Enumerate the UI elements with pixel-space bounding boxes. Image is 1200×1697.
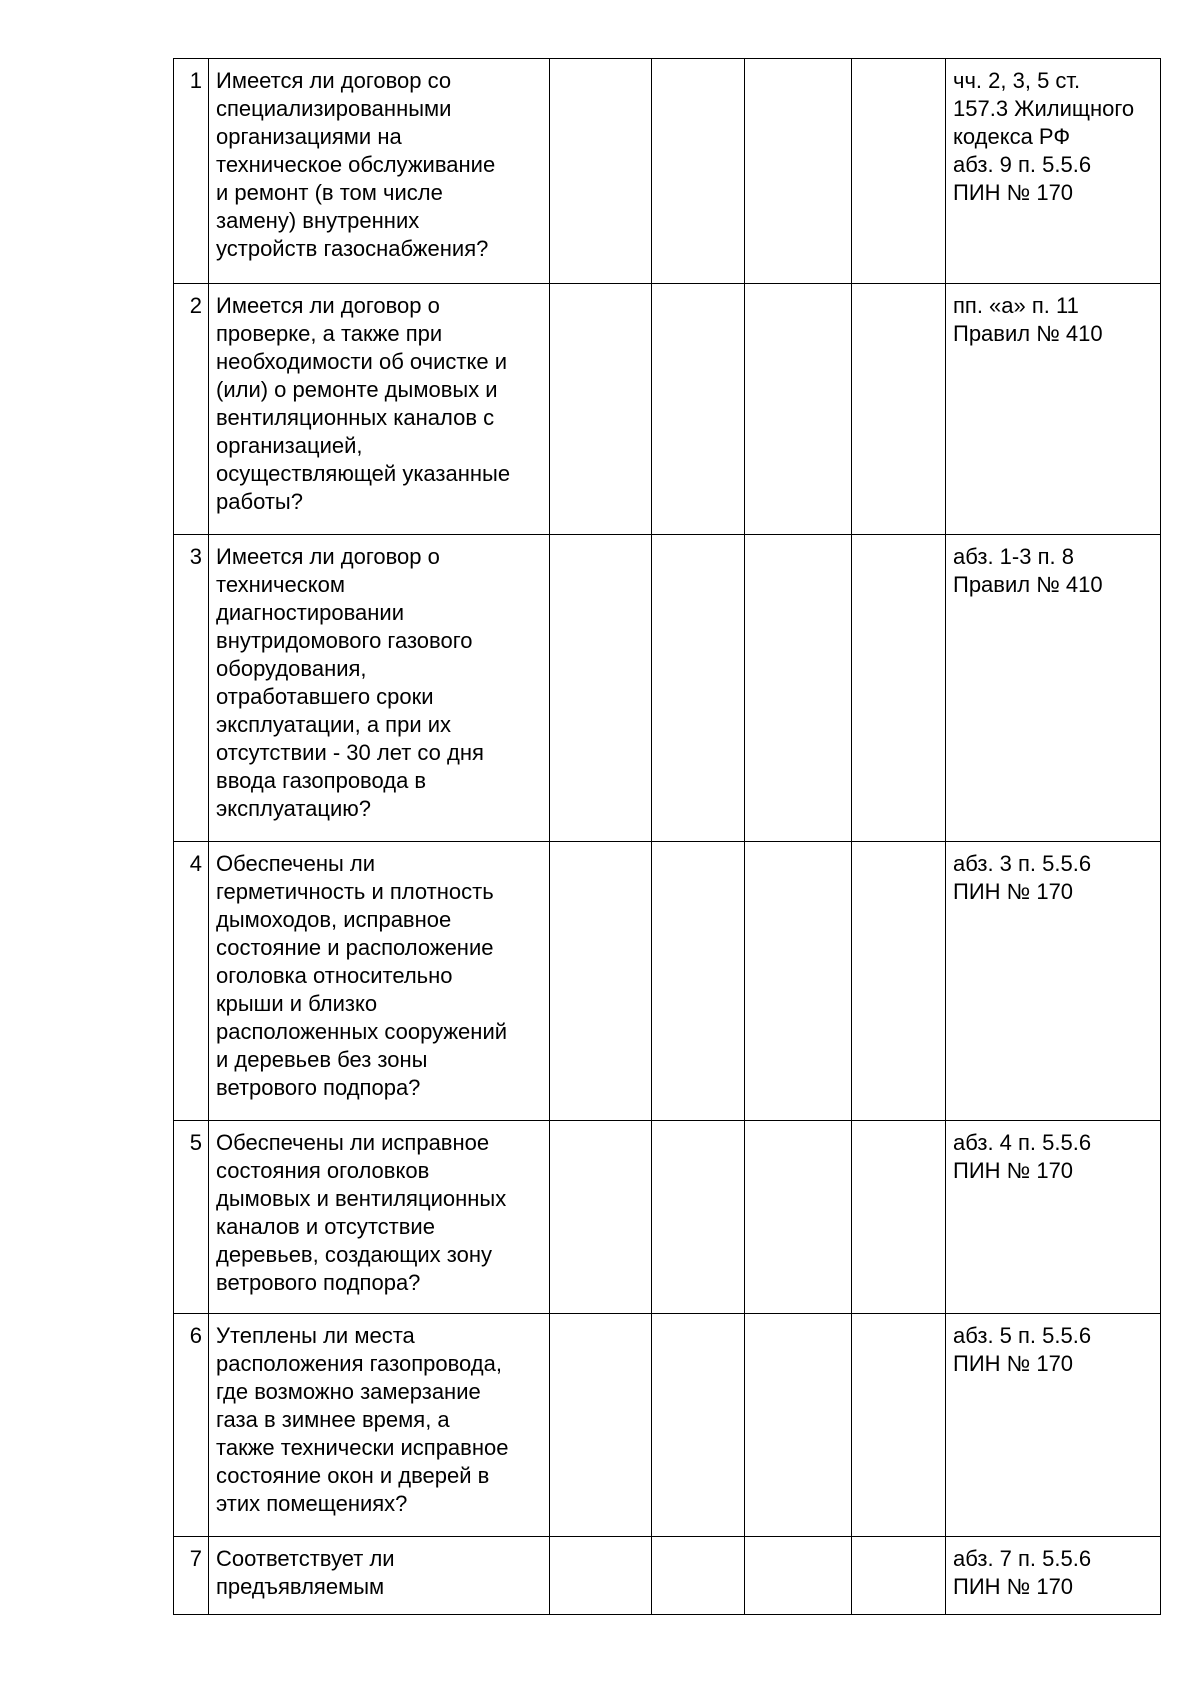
checklist-table [173,58,1161,1615]
question-cell: Имеется ли договор со специализированными организациями на техническое обслуживание и ремонт (в том числе замену) внутренних устройств газоснабжения? [209,59,550,284]
row-number: 2 [174,284,209,535]
table-row [174,535,1161,842]
answer-no-cell [652,842,745,1121]
table-row [174,842,1161,1121]
answer-not-applicable-cell [745,59,852,284]
answer-no-cell [652,284,745,535]
row-number: 1 [174,59,209,284]
answer-not-applicable-cell [745,284,852,535]
note-cell [852,535,946,842]
note-cell [852,1537,946,1615]
reference-cell: абз. 7 п. 5.5.6 ПИН № 170 [946,1537,1161,1615]
row-number: 6 [174,1314,209,1537]
answer-yes-cell [550,284,652,535]
answer-no-cell [652,1121,745,1314]
table-row [174,284,1161,535]
answer-yes-cell [550,59,652,284]
table-row [174,1121,1161,1314]
table-row [174,59,1161,284]
table-row [174,1537,1161,1615]
answer-no-cell [652,59,745,284]
answer-no-cell [652,1314,745,1537]
question-cell: Обеспечены ли герметичность и плотность дымоходов, исправное состояние и расположение оголовка относительно крыши и близко расположенных сооружений и деревьев без зоны ветрового подпора? [209,842,550,1121]
answer-not-applicable-cell [745,1314,852,1537]
answer-yes-cell [550,842,652,1121]
reference-cell: абз. 5 п. 5.5.6 ПИН № 170 [946,1314,1161,1537]
reference-cell: абз. 4 п. 5.5.6 ПИН № 170 [946,1121,1161,1314]
table-row [174,1314,1161,1537]
answer-yes-cell [550,535,652,842]
note-cell [852,1314,946,1537]
note-cell [852,842,946,1121]
row-number: 3 [174,535,209,842]
question-cell: Соответствует ли предъявляемым [209,1537,550,1615]
answer-not-applicable-cell [745,842,852,1121]
answer-yes-cell [550,1121,652,1314]
row-number: 5 [174,1121,209,1314]
answer-no-cell [652,535,745,842]
answer-not-applicable-cell [745,1121,852,1314]
reference-cell: чч. 2, 3, 5 ст. 157.3 Жилищного кодекса РФ абз. 9 п. 5.5.6 ПИН № 170 [946,59,1161,284]
reference-cell: абз. 1-3 п. 8 Правил № 410 [946,535,1161,842]
question-cell: Имеется ли договор о проверке, а также при необходимости об очистке и (или) о ремонте дымовых и вентиляционных каналов с организацией, осуществляющей указанные работы? [209,284,550,535]
reference-cell: абз. 3 п. 5.5.6 ПИН № 170 [946,842,1161,1121]
row-number: 4 [174,842,209,1121]
reference-cell: пп. «а» п. 11 Правил № 410 [946,284,1161,535]
row-number: 7 [174,1537,209,1615]
note-cell [852,284,946,535]
note-cell [852,1121,946,1314]
note-cell [852,59,946,284]
answer-not-applicable-cell [745,1537,852,1615]
answer-yes-cell [550,1314,652,1537]
question-cell: Обеспечены ли исправное состояния оголовков дымовых и вентиляционных каналов и отсутствие деревьев, создающих зону ветрового подпора? [209,1121,550,1314]
question-cell: Имеется ли договор о техническом диагностировании внутридомового газового оборудования, отработавшего сроки эксплуатации, а при их отсутствии - 30 лет со дня ввода газопровода в эксплуатацию? [209,535,550,842]
answer-yes-cell [550,1537,652,1615]
question-cell: Утеплены ли места расположения газопровода, где возможно замерзание газа в зимнее время, а также технически исправное состояние окон и дверей в этих помещениях? [209,1314,550,1537]
answer-no-cell [652,1537,745,1615]
answer-not-applicable-cell [745,535,852,842]
